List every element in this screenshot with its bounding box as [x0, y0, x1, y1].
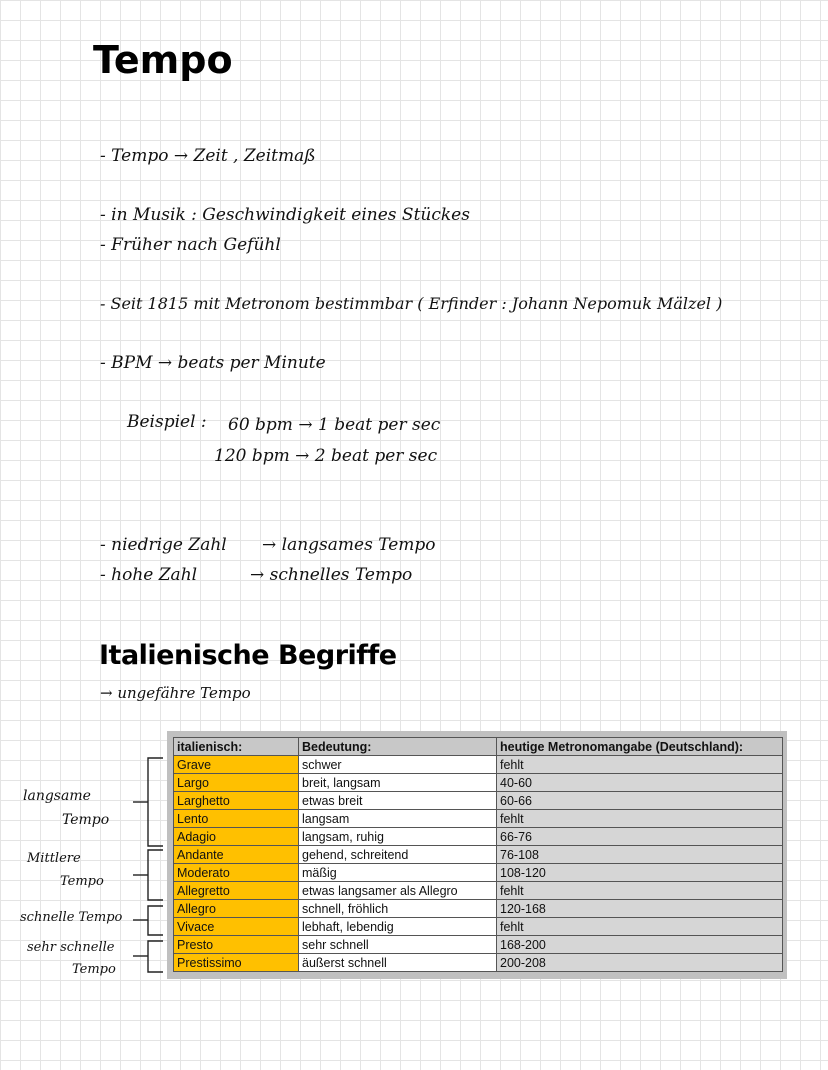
table-row [174, 828, 783, 846]
metronome-value: 120-168 [497, 900, 783, 918]
table-row [174, 864, 783, 882]
table-row [174, 954, 783, 972]
meaning: lebhaft, lebendig [299, 918, 497, 936]
italian-term: Moderato [174, 864, 299, 882]
meaning: schnell, fröhlich [299, 900, 497, 918]
table-row [174, 810, 783, 828]
italian-term: Prestissimo [174, 954, 299, 972]
note-low-result: → langsames Tempo [262, 535, 436, 555]
table-header-row [174, 738, 783, 756]
group-label-medium: Mittlere [27, 851, 81, 866]
italian-term: Larghetto [174, 792, 299, 810]
header-metronome: heutige Metronomangabe (Deutschland): [497, 738, 783, 756]
metronome-value: 76-108 [497, 846, 783, 864]
section-heading: Italienische Begriffe [99, 640, 397, 671]
italian-term: Vivace [174, 918, 299, 936]
metronome-value: 108-120 [497, 864, 783, 882]
meaning: breit, langsam [299, 774, 497, 792]
meaning: schwer [299, 756, 497, 774]
meaning: etwas langsamer als Allegro [299, 882, 497, 900]
meaning: langsam, ruhig [299, 828, 497, 846]
note-history: - Früher nach Gefühl [100, 235, 281, 255]
note-bpm: - BPM → beats per Minute [100, 353, 326, 373]
tempo-table [173, 737, 783, 972]
table-row [174, 882, 783, 900]
example-120-bpm: 120 bpm → 2 beat per sec [214, 446, 438, 466]
table-row [174, 936, 783, 954]
italian-term: Largo [174, 774, 299, 792]
italian-term: Presto [174, 936, 299, 954]
group-label-slow-2: Tempo [62, 812, 110, 828]
table-row [174, 918, 783, 936]
meaning: äußerst schnell [299, 954, 497, 972]
italian-term: Allegro [174, 900, 299, 918]
table-row [174, 756, 783, 774]
italian-term: Grave [174, 756, 299, 774]
table-row [174, 774, 783, 792]
group-label-medium-2: Tempo [60, 874, 104, 889]
page-title: Tempo [93, 38, 233, 82]
note-tempo-meaning: - Tempo → Zeit , Zeitmaß [100, 146, 316, 166]
metronome-value: fehlt [497, 918, 783, 936]
metronome-value: 66-76 [497, 828, 783, 846]
bracket-slow [148, 758, 163, 846]
metronome-value: 60-66 [497, 792, 783, 810]
bracket-medium [148, 850, 163, 900]
tempo-table-frame [167, 731, 787, 979]
bracket-fast [148, 906, 163, 935]
example-60-bpm: 60 bpm → 1 beat per sec [228, 415, 441, 435]
meaning: sehr schnell [299, 936, 497, 954]
note-music-meaning: - in Musik : Geschwindigkeit eines Stückes [100, 205, 470, 225]
italian-term: Andante [174, 846, 299, 864]
meaning: mäßig [299, 864, 497, 882]
table-row [174, 846, 783, 864]
example-label: Beispiel : [127, 412, 207, 432]
note-high-result: → schnelles Tempo [250, 565, 413, 585]
group-label-fast: schnelle Tempo [20, 910, 123, 925]
metronome-value: fehlt [497, 756, 783, 774]
metronome-value: fehlt [497, 882, 783, 900]
meaning: gehend, schreitend [299, 846, 497, 864]
italian-term: Allegretto [174, 882, 299, 900]
table-row [174, 792, 783, 810]
group-label-slow: langsame [23, 788, 91, 804]
group-label-very-fast: sehr schnelle [27, 940, 115, 955]
meaning: langsam [299, 810, 497, 828]
note-low-number: - niedrige Zahl [100, 535, 227, 555]
metronome-value: 40-60 [497, 774, 783, 792]
note-high-number: - hohe Zahl [100, 565, 198, 585]
metronome-value: 168-200 [497, 936, 783, 954]
section-subnote: → ungefähre Tempo [100, 684, 251, 702]
metronome-value: 200-208 [497, 954, 783, 972]
note-metronome: - Seit 1815 mit Metronom bestimmbar ( Erfinder : Johann Nepomuk Mälzel ) [100, 294, 723, 313]
table-row [174, 900, 783, 918]
meaning: etwas breit [299, 792, 497, 810]
header-meaning: Bedeutung: [299, 738, 497, 756]
italian-term: Adagio [174, 828, 299, 846]
header-italian: italienisch: [174, 738, 299, 756]
italian-term: Lento [174, 810, 299, 828]
metronome-value: fehlt [497, 810, 783, 828]
group-label-very-fast-2: Tempo [72, 962, 116, 977]
bracket-very-fast [148, 941, 163, 972]
